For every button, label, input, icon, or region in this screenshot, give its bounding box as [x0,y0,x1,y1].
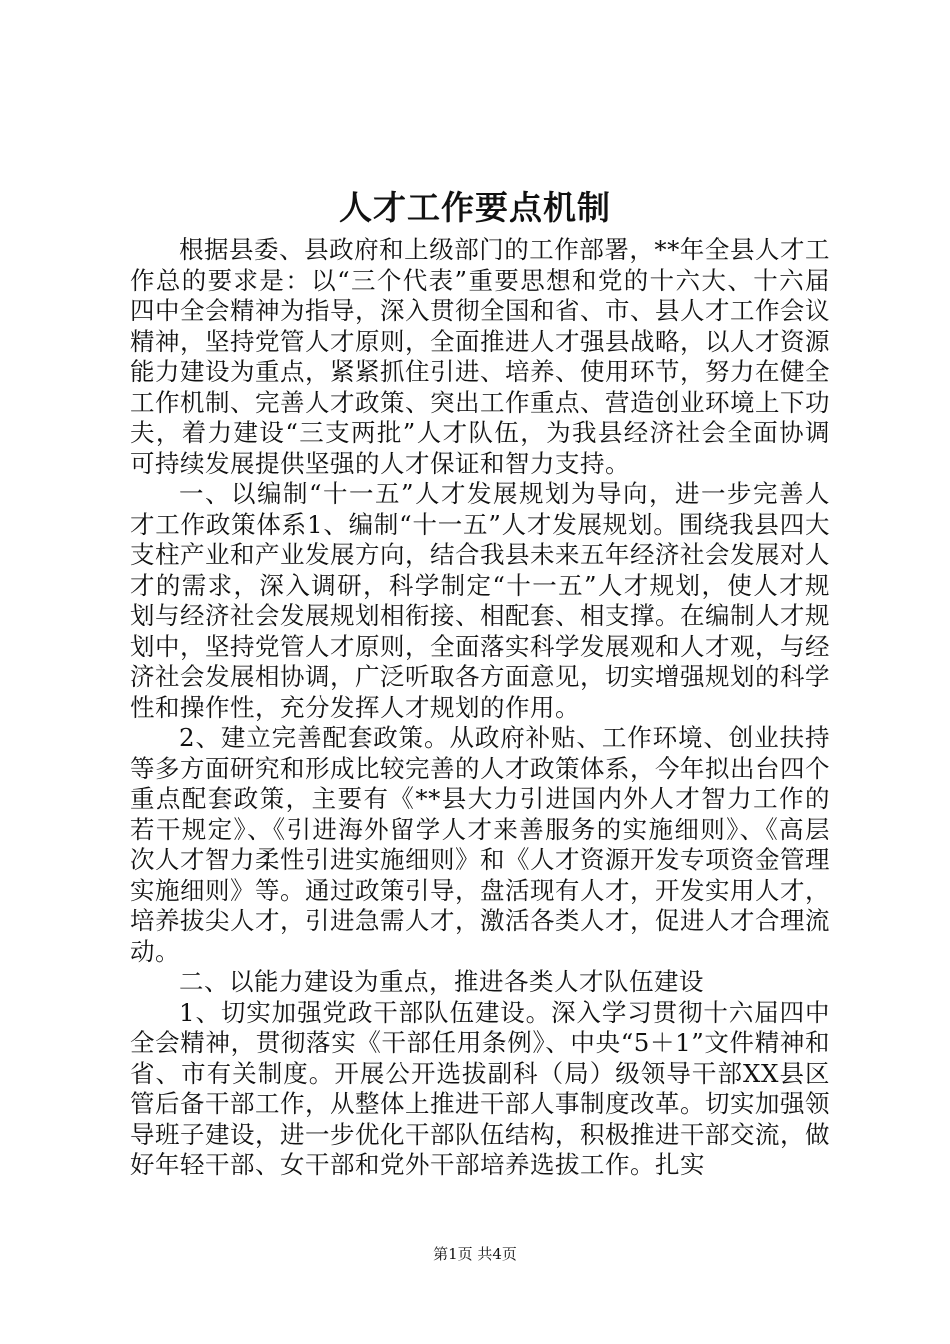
document-body [130,235,830,1181]
paragraph-supporting-policies: 2、建立完善配套政策。从政府补贴、工作环境、创业扶持等多方面研究和形成比较完善的人才政策体系，今年拟出台四个重点配套政策，主要有《**县大力引进国内外人才智力工作的若干规定》、《引进海外留学人才来善服务的实施细则》、《高层次人才智力柔性引进实施细则》和《人才资源开发专项资金管理实施细则》等。通过政策引导，盘活现有人才，开发实用人才，培养拔尖人才，引进急需人才，激活各类人才，促进人才合理流动。 [130,723,830,966]
document-title: 人才工作要点机制 [339,188,611,227]
paragraph-intro: 根据县委、县政府和上级部门的工作部署，**年全县人才工作总的要求是：以“三个代表”重要思想和党的十六大、十六届四中全会精神为指导，深入贯彻全国和省、市、县人才工作会议精神，坚持党管人才原则，全面推进人才强县战略，以人才资源能力建设为重点，紧紧抓住引进、培养、使用环节，努力在健全工作机制、完善人才政策、突出工作重点、营造创业环境上下功夫，着力建设“三支两批”人才队伍，为我县经济社会全面协调可持续发展提供坚强的人才保证和智力支持。 [130,235,830,478]
page-footer: 第1页 共4页 [433,1245,517,1263]
paragraph-section-one: 一、以编制“十一五”人才发展规划为导向，进一步完善人才工作政策体系1、编制“十一五”人才发展规划。围绕我县四大支柱产业和产业发展方向，结合我县未来五年经济社会发展对人才的需求，深入调研，科学制定“十一五”人才规划，使人才规划与经济社会发展规划相衔接、相配套、相支撑。在编制人才规划中，坚持党管人才原则，全面落实科学发展观和人才观，与经济社会发展相协调，广泛听取各方面意见，切实增强规划的科学性和操作性，充分发挥人才规划的作用。 [130,479,830,722]
paragraph-section-two-heading: 二、以能力建设为重点，推进各类人才队伍建设 [179,967,704,996]
paragraph-cadre-team: 1、切实加强党政干部队伍建设。深入学习贯彻十六届四中全会精神，贯彻落实《干部任用条例》、中央“5＋1”文件精神和省、市有关制度。开展公开选拔副科（局）级领导干部XX县区管后备干部工作，从整体上推进干部人事制度改革。切实加强领导班子建设，进一步优化干部队伍结构，积极推进干部交流，做好年轻干部、女干部和党外干部培养选拔工作。扎实 [130,997,830,1179]
